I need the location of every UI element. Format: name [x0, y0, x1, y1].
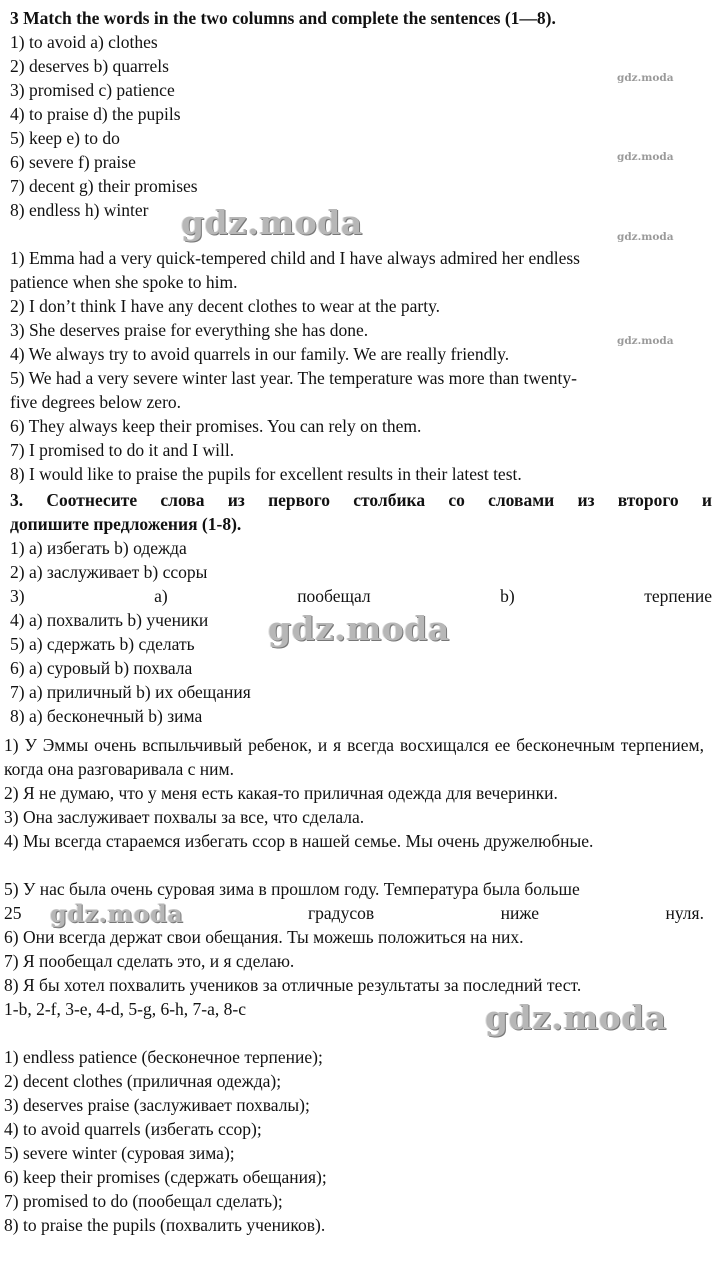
sentence-line: patience when she spoke to him. [10, 272, 238, 292]
pair-line: 1) to avoid a) clothes [10, 32, 158, 52]
sentence-ru: 2) Я не думаю, что у меня есть какая-то приличная одежда для вечеринки. [4, 783, 558, 803]
watermark-large: gdz.moda [268, 609, 450, 648]
sentence-line: five degrees below zero. [10, 392, 182, 412]
pair-letter: а) [154, 586, 168, 606]
watermark-large: gdz.moda [485, 998, 667, 1037]
answer-line: 3) deserves praise (заслуживает похвалы); [4, 1095, 310, 1115]
pair-line: 4) а) похвалить b) ученики [10, 610, 209, 630]
sentence-line: 3) She deserves praise for everything she has done. [10, 320, 369, 340]
exercise-title-en: 3 Match the words in the two columns and complete the sentences (1—8). [10, 8, 556, 28]
sentence-word: 25 [4, 903, 22, 923]
answer-line: 5) severe winter (суровая зима); [4, 1143, 235, 1163]
sentence-ru: 7) Я пообещал сделать это, и я сделаю. [4, 951, 295, 971]
sentence-ru: 6) Они всегда держат свои обещания. Ты можешь положиться на них. [4, 927, 524, 947]
sentence-line: 4) We always try to avoid quarrels in our family. We are really friendly. [10, 344, 510, 364]
sentence-line: 2) I don’t think I have any decent clothes to wear at the party. [10, 296, 441, 316]
answer-key: 1-b, 2-f, 3-e, 4-d, 5-g, 6-h, 7-a, 8-c [4, 999, 247, 1019]
pair-line: 2) а) заслуживает b) ссоры [10, 562, 208, 582]
sentence-line: 8) I would like to praise the pupils for excellent results in their latest test. [10, 464, 522, 484]
watermark: gdz.moda [617, 231, 674, 243]
answer-line: 7) promised to do (пообещал сделать); [4, 1191, 283, 1211]
pair-line: 3) promised c) patience [10, 80, 175, 100]
watermark: gdz.moda [617, 151, 674, 163]
exercise-title-ru-continued: допишите предложения (1-8). [10, 514, 242, 534]
watermark-large: gdz.moda [181, 203, 363, 242]
answer-line: 4) to avoid quarrels (избегать ссор); [4, 1119, 262, 1139]
pair-line: 5) keep e) to do [10, 128, 120, 148]
pair-line: 7) decent g) their promises [10, 176, 198, 196]
watermark: gdz.moda [617, 335, 674, 347]
pair-line: 4) to praise d) the pupils [10, 104, 181, 124]
sentence-line: 1) Emma had a very quick-tempered child and I have always admired her endless [10, 248, 580, 268]
watermark: gdz.moda [617, 72, 674, 84]
pair-line: 2) deserves b) quarrels [10, 56, 169, 76]
sentence-ru: 4) Мы всегда стараемся избегать ссор в нашей семье. Мы очень дружелюбные. [4, 831, 594, 851]
pair-line: 6) severe f) praise [10, 152, 136, 172]
pair-line: 8) endless h) winter [10, 200, 149, 220]
pair-line: 6) а) суровый b) похвала [10, 658, 193, 678]
pair-line: 7) а) приличный b) их обещания [10, 682, 251, 702]
answer-line: 1) endless patience (бесконечное терпение); [4, 1047, 323, 1067]
sentence-ru: 1) У Эммы очень вспыльчивый ребенок, и я всегда восхищался ее бесконечным терпением, когда она разговаривала с ним. [4, 735, 704, 779]
answer-line: 8) to praise the pupils (похвалить учеников). [4, 1215, 326, 1235]
pair-line: 8) а) бесконечный b) зима [10, 706, 203, 726]
sentence-line: 6) They always keep their promises. You can rely on them. [10, 416, 422, 436]
sentence-word: ниже [500, 903, 539, 923]
watermark-large: gdz.moda [50, 899, 184, 928]
sentence-word: нуля. [665, 903, 704, 923]
sentence-ru: 5) У нас была очень суровая зима в прошлом году. Температура была больше [4, 879, 580, 899]
sentence-word: градусов [307, 903, 375, 923]
pair-line: 5) а) сдержать b) сделать [10, 634, 195, 654]
pair-line-justified [10, 584, 712, 608]
sentence-line: 5) We had a very severe winter last year. The temperature was more than twenty- [10, 368, 577, 388]
pair-word: пообещал [297, 586, 371, 606]
exercise-title-ru: 3. Соотнесите слова из первого столбика со словами из второго и [10, 490, 712, 510]
sentence-line: 7) I promised to do it and I will. [10, 440, 235, 460]
pair-word: терпение [644, 586, 712, 606]
pair-line: 1) а) избегать b) одежда [10, 538, 187, 558]
pair-number: 3) [10, 586, 25, 606]
sentence-ru: 3) Она заслуживает похвалы за все, что сделала. [4, 807, 365, 827]
sentence-ru: 8) Я бы хотел похвалить учеников за отличные результаты за последний тест. [4, 975, 582, 995]
pair-letter: b) [500, 586, 515, 606]
answer-line: 6) keep their promises (сдержать обещания); [4, 1167, 327, 1187]
answer-line: 2) decent clothes (приличная одежда); [4, 1071, 282, 1091]
